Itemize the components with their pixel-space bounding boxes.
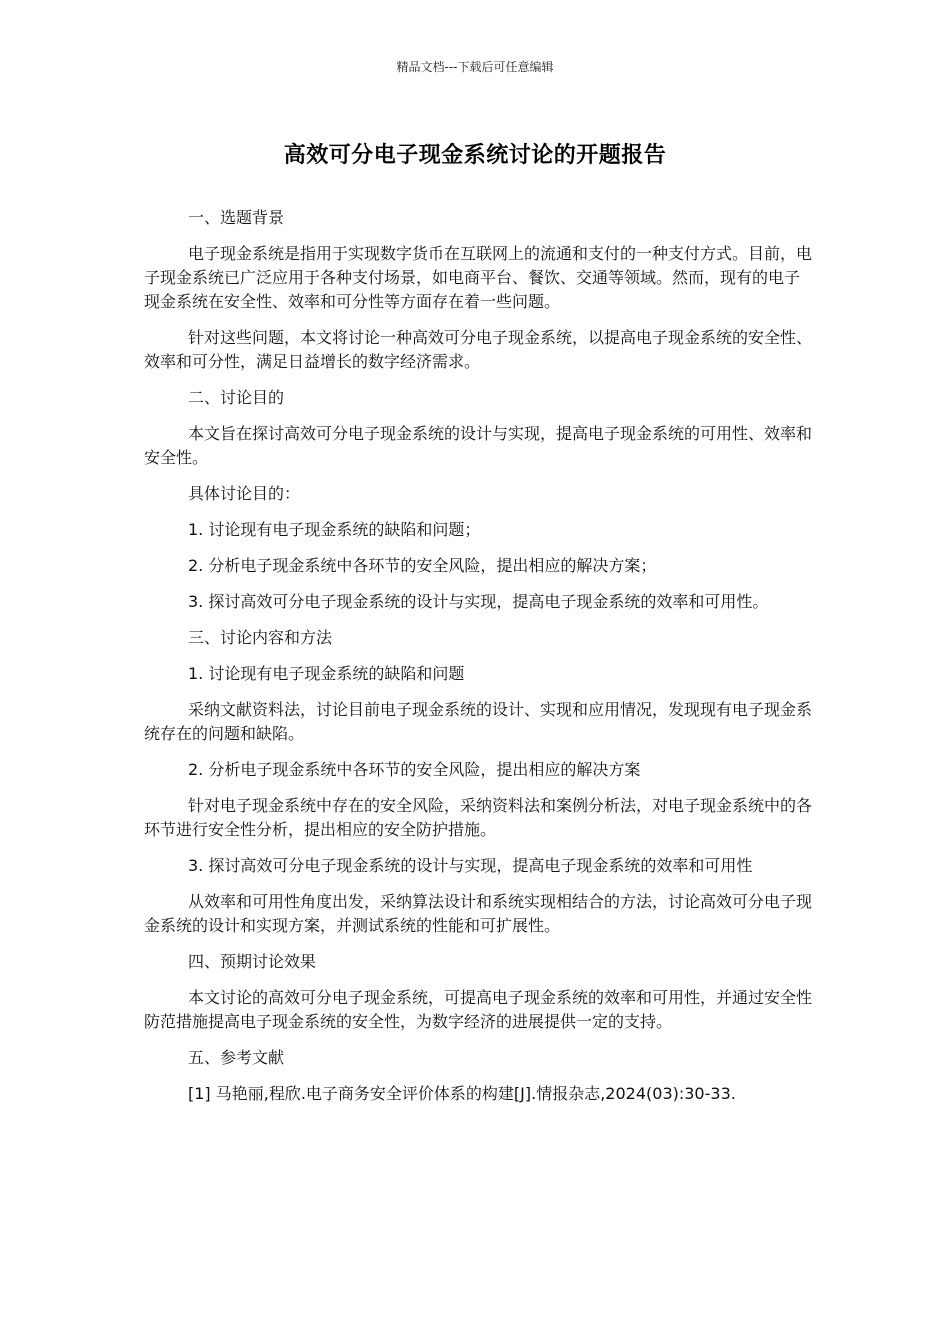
list-item: 1. 讨论现有电子现金系统的缺陷和问题； — [188, 520, 481, 539]
paragraph: 本文讨论的高效可分电子现金系统，可提高电子现金系统的效率和可用性，并通过安全性防范措施提高电子现金系统的安全性，为数字经济的进展提供一定的支持。 — [144, 988, 813, 1031]
section-heading-expected-results: 四、预期讨论效果 — [188, 952, 317, 971]
paragraph: 针对这些问题，本文将讨论一种高效可分电子现金系统，以提高电子现金系统的安全性、效率和可分性，满足日益增长的数字经济需求。 — [144, 328, 813, 371]
section-heading-purpose: 二、讨论目的 — [188, 388, 285, 407]
page-header: 精品文档---下载后可任意编辑 — [396, 60, 554, 74]
paragraph: 针对电子现金系统中存在的安全风险，采纳资料法和案例分析法，对电子现金系统中的各环节进行安全性分析，提出相应的安全防护措施。 — [144, 796, 813, 839]
section-heading-references: 五、参考文献 — [188, 1048, 285, 1067]
subheading: 1. 讨论现有电子现金系统的缺陷和问题 — [188, 664, 465, 683]
section-heading-content-method: 三、讨论内容和方法 — [188, 628, 333, 647]
reference-item: [1] 马艳丽,程欣.电子商务安全评价体系的构建[J].情报杂志,2024(03):30-33. — [188, 1084, 736, 1103]
section-heading-background: 一、选题背景 — [188, 208, 285, 227]
list-item: 3. 探讨高效可分电子现金系统的设计与实现，提高电子现金系统的效率和可用性。 — [188, 592, 769, 611]
paragraph: 采纳文献资料法，讨论目前电子现金系统的设计、实现和应用情况，发现现有电子现金系统存在的问题和缺陷。 — [144, 700, 813, 743]
subheading: 2. 分析电子现金系统中各环节的安全风险，提出相应的解决方案 — [188, 760, 641, 779]
paragraph: 本文旨在探讨高效可分电子现金系统的设计与实现，提高电子现金系统的可用性、效率和安全性。 — [144, 424, 813, 467]
subheading: 3. 探讨高效可分电子现金系统的设计与实现，提高电子现金系统的效率和可用性 — [188, 856, 753, 875]
document-title: 高效可分电子现金系统讨论的开题报告 — [283, 143, 667, 168]
paragraph: 具体讨论目的： — [188, 484, 301, 503]
list-item: 2. 分析电子现金系统中各环节的安全风险，提出相应的解决方案； — [188, 556, 657, 575]
paragraph: 电子现金系统是指用于实现数字货币在互联网上的流通和支付的一种支付方式。目前，电子现金系统已广泛应用于各种支付场景，如电商平台、餐饮、交通等领域。然而，现有的电子现金系统在安全性、效率和可分性等方面存在着一些问题。 — [144, 244, 813, 311]
paragraph: 从效率和可用性角度出发，采纳算法设计和系统实现相结合的方法，讨论高效可分电子现金系统的设计和实现方案，并测试系统的性能和可扩展性。 — [144, 892, 813, 935]
document-body — [144, 206, 812, 1118]
